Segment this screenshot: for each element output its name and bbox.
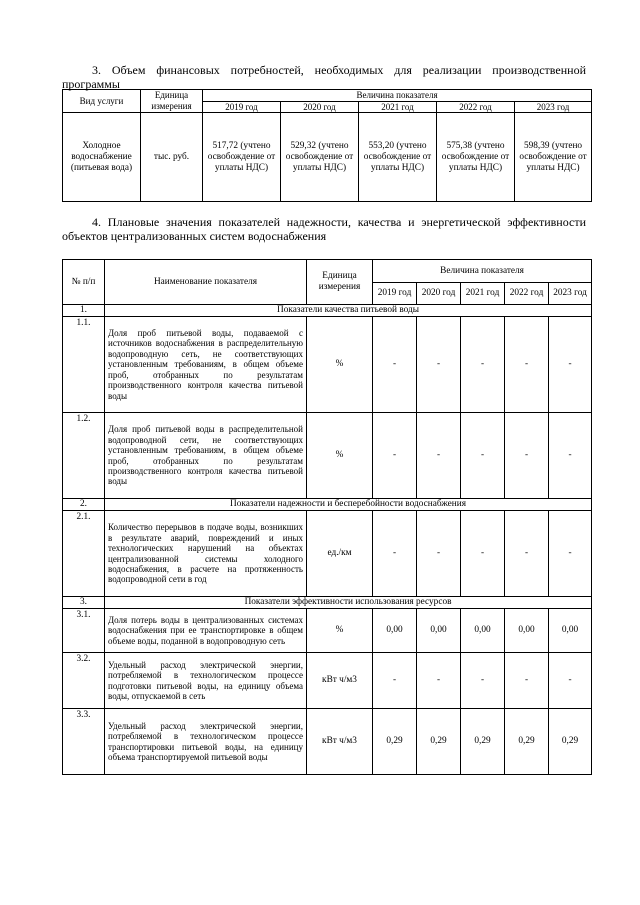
value-cell: 0,00	[373, 609, 417, 653]
value-cell: 0,00	[505, 609, 549, 653]
table-row	[63, 413, 592, 499]
unit-cell: кВт ч/м3	[307, 709, 373, 775]
value-cell: 0,29	[417, 709, 461, 775]
value-cell: -	[505, 413, 549, 499]
value-cell: 0,00	[417, 609, 461, 653]
year-header: 2023 год	[515, 102, 592, 113]
indicator-name: Доля проб питьевой воды, подаваемой с источников водоснабжения в распределительную водопроводную сеть, не соответствующих установленным требованиям, в общем объеме проб, отобранных по результатам производственного контроля качества питьевой воды	[105, 317, 307, 413]
value-cell: 0,29	[461, 709, 505, 775]
year-header: 2019 год	[203, 102, 281, 113]
value-cell: 0,00	[461, 609, 505, 653]
year-header: 2020 год	[417, 283, 461, 305]
section-row	[63, 597, 592, 609]
year-header: 2023 год	[549, 283, 592, 305]
unit-cell: %	[307, 413, 373, 499]
value-cell: -	[461, 317, 505, 413]
unit-cell: ед./км	[307, 511, 373, 597]
section-title: Показатели эффективности использования ресурсов	[105, 597, 592, 609]
service-cell: Холодное водоснабжение (питьевая вода)	[63, 113, 141, 202]
value-cell: 529,32 (учтено освобождение от уплаты НДС)	[281, 113, 359, 202]
value-cell: -	[417, 653, 461, 709]
row-number: 3.2.	[63, 653, 105, 709]
unit-cell: тыс. руб.	[141, 113, 203, 202]
value-cell: -	[417, 317, 461, 413]
table-row	[63, 113, 592, 202]
value-cell: 575,38 (учтено освобождение от уплаты НДС)	[437, 113, 515, 202]
year-header: 2022 год	[505, 283, 549, 305]
year-header: 2019 год	[373, 283, 417, 305]
financial-needs-table	[62, 89, 592, 202]
indicators-table	[62, 259, 592, 775]
row-number: 1.2.	[63, 413, 105, 499]
value-cell: 0,00	[549, 609, 592, 653]
value-cell: -	[373, 413, 417, 499]
value-cell: 0,29	[549, 709, 592, 775]
value-cell: -	[505, 317, 549, 413]
value-cell: 598,39 (учтено освобождение от уплаты НДС)	[515, 113, 592, 202]
col-name-header: Наименование показателя	[105, 260, 307, 305]
value-cell: 0,29	[373, 709, 417, 775]
section-row	[63, 499, 592, 511]
value-cell: -	[461, 653, 505, 709]
indicator-name: Доля потерь воды в централизованных системах водоснабжения при ее транспортировке в общем объеме воды, поданной в водопроводную сеть	[105, 609, 307, 653]
indicator-name: Доля проб питьевой воды в распределительной водопроводной сети, не соответствующих установленным требованиям, в общем объеме проб, отобранных по результатам производственного контроля качества питьевой воды	[105, 413, 307, 499]
section-4-heading: 4. Плановые значения показателей надежности, качества и энергетической эффективности объектов централизованных систем водоснабжения	[62, 215, 586, 243]
table-row	[63, 653, 592, 709]
value-cell: -	[549, 653, 592, 709]
section-title: Показатели качества питьевой воды	[105, 305, 592, 317]
value-cell: -	[505, 511, 549, 597]
unit-cell: %	[307, 609, 373, 653]
value-cell: -	[549, 511, 592, 597]
value-cell: 517,72 (учтено освобождение от уплаты НДС)	[203, 113, 281, 202]
value-cell: -	[505, 653, 549, 709]
col-value-header: Величина показателя	[373, 260, 592, 283]
year-header: 2020 год	[281, 102, 359, 113]
indicator-name: Удельный расход электрической энергии, потребляемой в технологическом процессе подготовки питьевой воды, на единицу объема воды, отпускаемой в сеть	[105, 653, 307, 709]
year-header: 2021 год	[359, 102, 437, 113]
row-number: 2.	[63, 499, 105, 511]
row-number: 3.	[63, 597, 105, 609]
table-row	[63, 709, 592, 775]
value-cell: 0,29	[505, 709, 549, 775]
col-service-header: Вид услуги	[63, 90, 141, 113]
year-header: 2022 год	[437, 102, 515, 113]
col-value-header: Величина показателя	[203, 90, 592, 102]
value-cell: -	[373, 511, 417, 597]
value-cell: -	[549, 317, 592, 413]
value-cell: -	[549, 413, 592, 499]
row-number: 1.	[63, 305, 105, 317]
col-unit-header: Единица измерения	[141, 90, 203, 113]
value-cell: -	[461, 511, 505, 597]
value-cell: 553,20 (учтено освобождение от уплаты НДС)	[359, 113, 437, 202]
section-3-heading: 3. Объем финансовых потребностей, необходимых для реализации производственной программы	[62, 63, 586, 91]
col-unit-header: Единица измерения	[307, 260, 373, 305]
indicator-name: Удельный расход электрической энергии, потребляемой в технологическом процессе транспортировки питьевой воды, на единицу объема транспортируемой питьевой воды	[105, 709, 307, 775]
unit-cell: %	[307, 317, 373, 413]
row-number: 1.1.	[63, 317, 105, 413]
row-number: 3.3.	[63, 709, 105, 775]
table-row	[63, 317, 592, 413]
year-header: 2021 год	[461, 283, 505, 305]
value-cell: -	[373, 317, 417, 413]
value-cell: -	[417, 511, 461, 597]
row-number: 3.1.	[63, 609, 105, 653]
unit-cell: кВт ч/м3	[307, 653, 373, 709]
section-row	[63, 305, 592, 317]
value-cell: -	[373, 653, 417, 709]
section-title: Показатели надежности и бесперебойности водоснабжения	[105, 499, 592, 511]
indicator-name: Количество перерывов в подаче воды, возникших в результате аварий, повреждений и иных технологических нарушений на объектах централизованной системы холодного водоснабжения, в расчете на протяженность водопроводной сети в год	[105, 511, 307, 597]
row-number: 2.1.	[63, 511, 105, 597]
table-row	[63, 511, 592, 597]
col-num-header: № п/п	[63, 260, 105, 305]
value-cell: -	[417, 413, 461, 499]
value-cell: -	[461, 413, 505, 499]
table-row	[63, 609, 592, 653]
